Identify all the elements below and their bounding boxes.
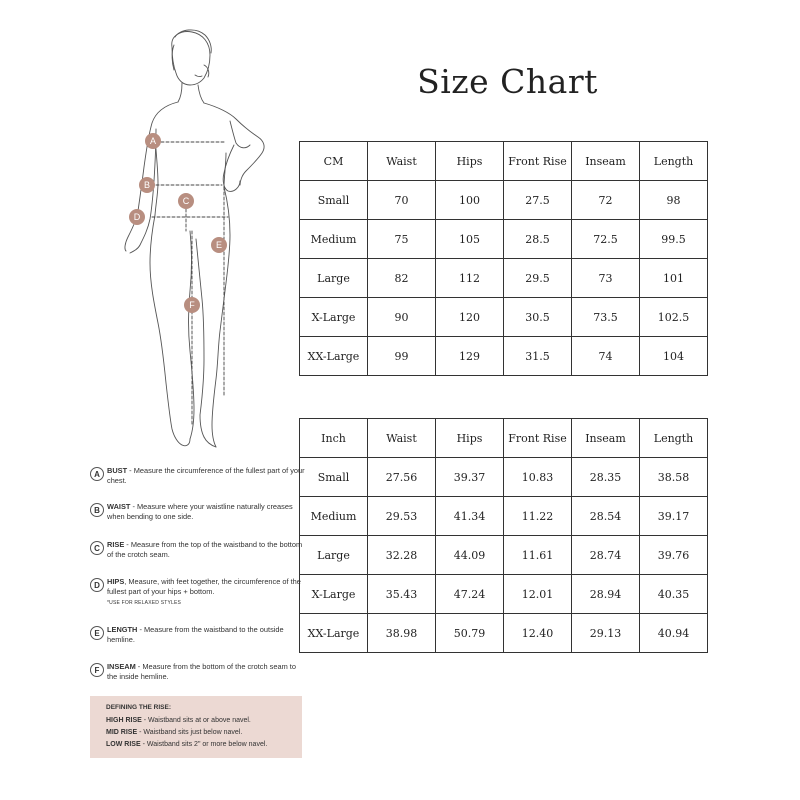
table-header-cell: Front Rise	[504, 142, 572, 181]
table-cell: 12.01	[504, 575, 572, 614]
legend-note: *USE FOR RELAXED STYLES	[107, 600, 182, 606]
marker-a-badge: A	[90, 467, 104, 481]
rise-desc: - Waistband sits at or above navel.	[141, 717, 251, 724]
table-header-cell: Length	[640, 419, 708, 458]
table-header-cell: Waist	[368, 142, 436, 181]
table-cell: 28.74	[572, 536, 640, 575]
table-cell: 100	[436, 181, 504, 220]
table-cell: X-Large	[300, 575, 368, 614]
table-row	[300, 497, 708, 536]
legend-term: HIPS	[107, 577, 125, 586]
table-cell: 90	[368, 298, 436, 337]
table-cell: 28.5	[504, 220, 572, 259]
svg-text:D: D	[133, 212, 141, 222]
table-row	[300, 259, 708, 298]
marker-d-badge: D	[90, 578, 104, 592]
rise-definition-panel	[90, 696, 302, 758]
table-row	[300, 614, 708, 653]
table-cell: XX-Large	[300, 337, 368, 376]
table-cell: 28.35	[572, 458, 640, 497]
table-cell: 28.54	[572, 497, 640, 536]
marker-c-badge: C	[90, 541, 104, 555]
table-cell: 105	[436, 220, 504, 259]
legend-desc: - Measure from the top of the waistband to the bottom of the crotch seam.	[107, 540, 303, 559]
table-row	[300, 181, 708, 220]
table-header-cell: Front Rise	[504, 419, 572, 458]
table-cell: 104	[640, 337, 708, 376]
legend-desc: - Measure from the waistband to the outside hemline.	[107, 625, 284, 644]
rise-panel-title: DEFINING THE RISE:	[106, 704, 172, 711]
table-cell: 73	[572, 259, 640, 298]
table-cell: 39.76	[640, 536, 708, 575]
table-cell: 70	[368, 181, 436, 220]
table-cell: 74	[572, 337, 640, 376]
legend-term: WAIST	[107, 502, 131, 511]
table-cell: 12.40	[504, 614, 572, 653]
table-header-row	[300, 419, 708, 458]
rise-item-mid	[106, 727, 302, 739]
legend-term: LENGTH	[107, 625, 138, 634]
table-cell: 101	[640, 259, 708, 298]
marker-c-icon	[178, 193, 194, 209]
marker-f-badge: F	[90, 663, 104, 677]
table-cell: 72	[572, 181, 640, 220]
table-header-row	[300, 142, 708, 181]
table-cell: 30.5	[504, 298, 572, 337]
table-header-cell: Length	[640, 142, 708, 181]
table-cell: 38.58	[640, 458, 708, 497]
rise-item-high	[106, 715, 302, 727]
table-row	[300, 458, 708, 497]
rise-desc: - Waistband sits 2" or more below navel.	[140, 741, 268, 748]
table-cell: 32.28	[368, 536, 436, 575]
table-cell: 29.5	[504, 259, 572, 298]
table-row	[300, 220, 708, 259]
inch-size-table	[299, 418, 708, 653]
table-cell: 82	[368, 259, 436, 298]
table-cell: 27.5	[504, 181, 572, 220]
rise-term: HIGH RISE	[106, 717, 142, 724]
marker-e-badge: E	[90, 626, 104, 640]
table-cell: 11.61	[504, 536, 572, 575]
table-cell: Large	[300, 259, 368, 298]
table-cell: 41.34	[436, 497, 504, 536]
table-cell: 102.5	[640, 298, 708, 337]
marker-b-badge: B	[90, 503, 104, 517]
table-cell: Small	[300, 458, 368, 497]
table-header-cell: CM	[300, 142, 368, 181]
rise-item-low	[106, 739, 302, 751]
table-cell: 39.17	[640, 497, 708, 536]
table-cell: Medium	[300, 220, 368, 259]
table-cell: 28.94	[572, 575, 640, 614]
marker-f-icon	[184, 297, 200, 313]
table-cell: 10.83	[504, 458, 572, 497]
legend-term: BUST	[107, 466, 128, 475]
table-cell: 40.94	[640, 614, 708, 653]
rise-desc: - Waistband sits just below navel.	[137, 729, 243, 736]
legend-desc: , Measure, with feet together, the circumference of the fullest part of your hips + bottom.	[107, 577, 301, 596]
table-cell: Small	[300, 181, 368, 220]
body-figure-illustration	[100, 25, 300, 460]
table-row	[300, 298, 708, 337]
table-cell: 39.37	[436, 458, 504, 497]
table-cell: X-Large	[300, 298, 368, 337]
svg-text:F: F	[189, 300, 195, 310]
table-cell: Large	[300, 536, 368, 575]
table-cell: 27.56	[368, 458, 436, 497]
table-header-cell: Inseam	[572, 419, 640, 458]
table-cell: 112	[436, 259, 504, 298]
marker-b-icon	[139, 177, 155, 193]
table-header-cell: Inch	[300, 419, 368, 458]
svg-text:A: A	[149, 136, 157, 146]
table-cell: 99.5	[640, 220, 708, 259]
table-cell: 47.24	[436, 575, 504, 614]
table-cell: 11.22	[504, 497, 572, 536]
table-header-cell: Waist	[368, 419, 436, 458]
legend-term: RISE	[107, 540, 125, 549]
table-header-cell: Inseam	[572, 142, 640, 181]
svg-text:E: E	[215, 240, 223, 250]
marker-e-icon	[211, 237, 227, 253]
table-header-cell: Hips	[436, 419, 504, 458]
rise-term: MID RISE	[106, 729, 138, 736]
table-cell: 75	[368, 220, 436, 259]
table-cell: 31.5	[504, 337, 572, 376]
table-header-cell: Hips	[436, 142, 504, 181]
table-cell: Medium	[300, 497, 368, 536]
table-cell: 98	[640, 181, 708, 220]
table-cell: 129	[436, 337, 504, 376]
legend-desc: - Measure the circumference of the fullest part of your chest.	[107, 466, 305, 485]
table-cell: 50.79	[436, 614, 504, 653]
table-row	[300, 536, 708, 575]
table-row	[300, 337, 708, 376]
table-cell: 120	[436, 298, 504, 337]
page-title: Size Chart	[417, 62, 598, 101]
legend-desc: - Measure where your waistline naturally creases when bending to one side.	[107, 502, 293, 521]
table-row	[300, 575, 708, 614]
table-cell: 35.43	[368, 575, 436, 614]
cm-size-table	[299, 141, 708, 376]
table-cell: 29.13	[572, 614, 640, 653]
table-cell: 73.5	[572, 298, 640, 337]
table-cell: 44.09	[436, 536, 504, 575]
legend-term: INSEAM	[107, 662, 136, 671]
table-cell: 40.35	[640, 575, 708, 614]
svg-text:C: C	[182, 196, 190, 206]
marker-a-icon	[145, 133, 161, 149]
table-cell: XX-Large	[300, 614, 368, 653]
rise-term: LOW RISE	[106, 741, 141, 748]
svg-text:B: B	[143, 180, 151, 190]
table-cell: 29.53	[368, 497, 436, 536]
marker-d-icon	[129, 209, 145, 225]
table-cell: 38.98	[368, 614, 436, 653]
table-cell: 99	[368, 337, 436, 376]
table-cell: 72.5	[572, 220, 640, 259]
legend-desc: - Measure from the bottom of the crotch seam to the inside hemline.	[107, 662, 296, 681]
